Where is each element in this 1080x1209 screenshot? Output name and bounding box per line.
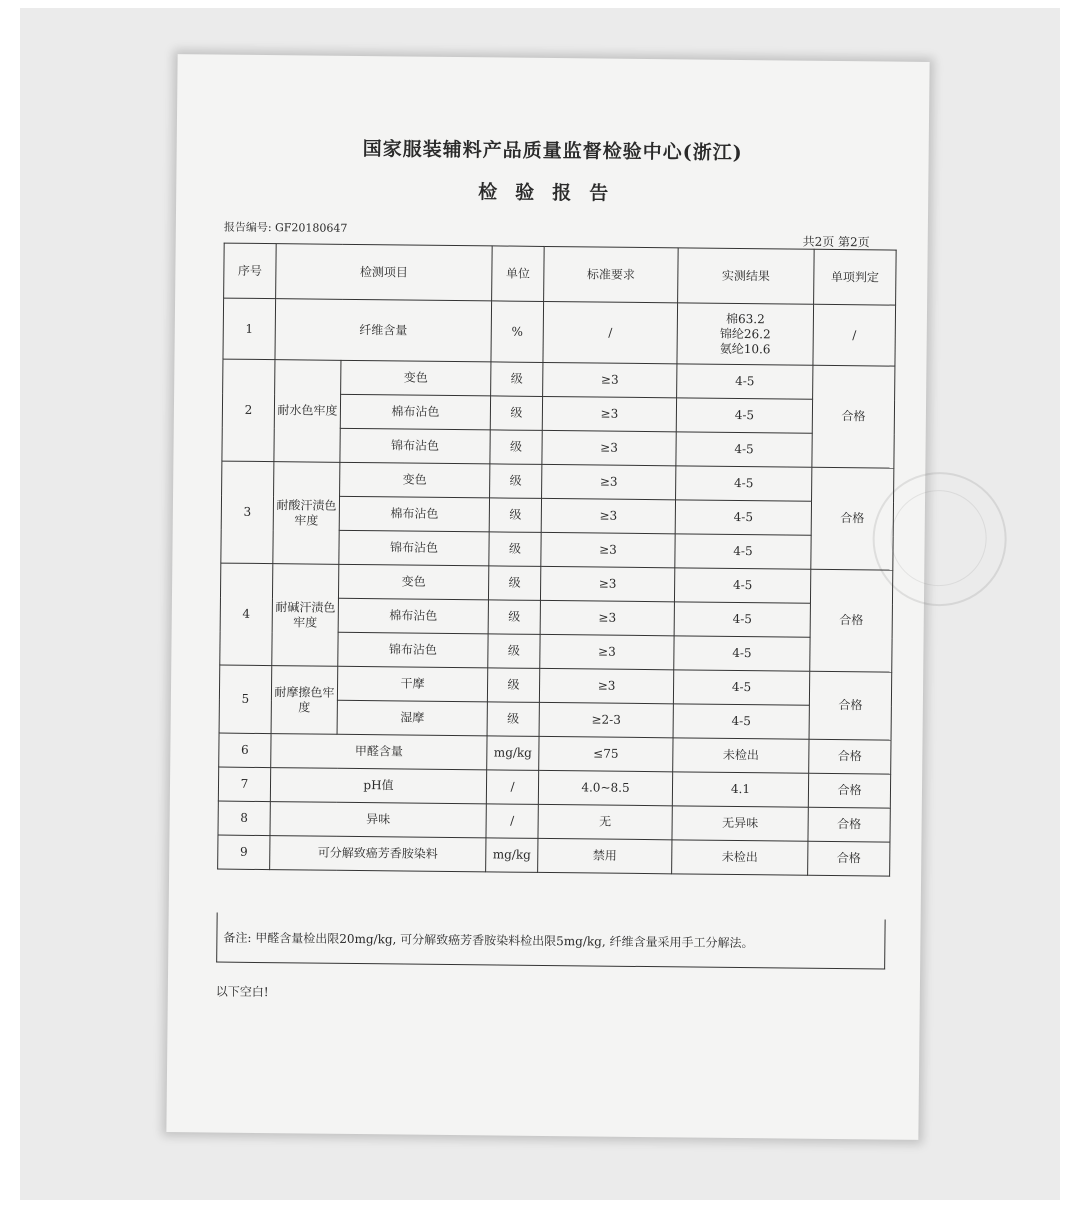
- header-standard: 标准要求: [544, 246, 679, 302]
- row-standard: ≥3: [543, 362, 677, 397]
- row-item: 耐摩擦色牢度: [271, 666, 338, 735]
- row-standard: ≥3: [540, 634, 674, 669]
- row-result: 4-5: [676, 466, 812, 501]
- row-standard: 4.0~8.5: [538, 770, 672, 805]
- row-unit: 级: [488, 566, 540, 601]
- row-unit: mg/kg: [486, 838, 538, 873]
- row-item: 异味: [270, 802, 486, 838]
- row-result: 4-5: [673, 704, 809, 739]
- row-seq: 8: [218, 801, 270, 836]
- row-item: 耐酸汗渍色牢度: [273, 462, 340, 565]
- row-standard: ≥3: [542, 464, 676, 499]
- row-verdict: 合格: [811, 467, 894, 570]
- row-verdict: 合格: [809, 671, 892, 740]
- row-subitem: 湿摩: [337, 700, 487, 736]
- row-standard: ≥2-3: [539, 702, 673, 737]
- row-unit: 级: [490, 396, 542, 431]
- row-subitem: 锦布沾色: [340, 428, 490, 464]
- row-standard: 无: [538, 804, 672, 839]
- row-unit: 级: [488, 634, 540, 669]
- row-result: 4-5: [676, 398, 812, 433]
- row-item: 纤维含量: [275, 299, 492, 362]
- table-row: [223, 298, 896, 366]
- header-seq: 序号: [224, 243, 277, 299]
- row-result: 未检出: [673, 738, 809, 773]
- row-verdict: 合格: [808, 841, 890, 876]
- row-unit: /: [486, 804, 538, 839]
- row-standard: ≤75: [539, 736, 673, 771]
- row-item: pH值: [270, 768, 486, 804]
- row-result: 4-5: [677, 364, 813, 399]
- row-result: 4-5: [675, 534, 811, 569]
- row-result: 4-5: [676, 432, 812, 467]
- row-seq: 3: [221, 461, 274, 564]
- row-unit: %: [491, 301, 544, 363]
- row-subitem: 棉布沾色: [338, 598, 488, 634]
- row-verdict: 合格: [809, 739, 891, 774]
- header-result: 实测结果: [678, 248, 815, 304]
- remark: 备注: 甲醛含量检出限20mg/kg, 可分解致癌芳香胺染料检出限5mg/kg, 纤维含量采用手工分解法。: [216, 913, 885, 970]
- blank-note: 以下空白!: [215, 984, 269, 1000]
- table-row: [223, 359, 895, 400]
- row-verdict: 合格: [810, 569, 893, 672]
- row-result: 4-5: [674, 602, 810, 637]
- row-item: 可分解致癌芳香胺染料: [270, 836, 486, 872]
- row-verdict: 合格: [812, 365, 895, 468]
- row-standard: /: [543, 301, 678, 363]
- row-verdict: 合格: [808, 807, 890, 842]
- row-item: 耐水色牢度: [274, 360, 341, 463]
- row-standard: ≥3: [541, 532, 675, 567]
- row-unit: mg/kg: [487, 736, 539, 771]
- row-verdict: 合格: [808, 773, 890, 808]
- row-unit: 级: [488, 600, 540, 635]
- row-result: 4.1: [672, 772, 808, 807]
- row-seq: 1: [223, 298, 276, 360]
- row-subitem: 干摩: [337, 666, 487, 702]
- row-subitem: 变色: [341, 360, 491, 396]
- row-unit: 级: [490, 464, 542, 499]
- row-standard: ≥3: [540, 600, 674, 635]
- row-unit: /: [486, 770, 538, 805]
- row-seq: 2: [222, 359, 275, 462]
- row-item: 耐碱汗渍色牢度: [272, 564, 339, 667]
- row-result: [677, 303, 814, 365]
- row-subitem: 变色: [338, 564, 488, 600]
- row-unit: 级: [490, 430, 542, 465]
- result-line: 锦纶26.2: [719, 326, 771, 341]
- row-result: 未检出: [672, 840, 808, 875]
- row-seq: 5: [219, 665, 272, 734]
- row-seq: 4: [220, 563, 273, 666]
- table-row: [222, 461, 894, 502]
- row-result: 4-5: [674, 636, 810, 671]
- row-result: 4-5: [674, 568, 810, 603]
- page-count: 共2页 第2页: [802, 234, 870, 250]
- row-result: 无异味: [672, 806, 808, 841]
- row-standard: ≥3: [542, 396, 676, 431]
- row-item: 甲醛含量: [271, 734, 487, 770]
- report-title: 国家服装辅料产品质量监督检验中心(浙江): [362, 138, 743, 165]
- row-result: 4-5: [675, 500, 811, 535]
- results-table: [217, 243, 897, 877]
- row-standard: ≥3: [541, 498, 675, 533]
- report-number: 报告编号: GF20180647: [223, 220, 348, 235]
- row-subitem: 棉布沾色: [340, 394, 490, 430]
- row-subitem: 锦布沾色: [339, 530, 489, 566]
- header-unit: 单位: [492, 246, 545, 302]
- result-line: 棉63.2: [725, 311, 765, 326]
- row-subitem: 锦布沾色: [338, 632, 488, 668]
- row-standard: 禁用: [538, 838, 672, 873]
- row-seq: 6: [219, 733, 271, 768]
- table-row: [219, 665, 891, 706]
- table-row: [218, 835, 890, 876]
- header-item: 检测项目: [276, 244, 493, 301]
- row-seq: 9: [218, 835, 270, 870]
- row-unit: 级: [491, 362, 543, 397]
- table-row: [220, 563, 892, 604]
- header-verdict: 单项判定: [814, 249, 897, 305]
- header-row: [224, 243, 897, 305]
- row-standard: ≥3: [542, 430, 676, 465]
- row-unit: 级: [487, 668, 539, 703]
- row-seq: 7: [218, 767, 270, 802]
- report-sheet: [166, 54, 929, 1140]
- row-standard: ≥3: [540, 566, 674, 601]
- row-unit: 级: [487, 702, 539, 737]
- row-subitem: 棉布沾色: [339, 496, 489, 532]
- row-standard: ≥3: [539, 668, 673, 703]
- row-verdict: /: [813, 304, 896, 366]
- row-result: 4-5: [673, 670, 809, 705]
- report-subtitle: 检验报告: [478, 181, 627, 205]
- row-subitem: 变色: [340, 462, 490, 498]
- row-unit: 级: [489, 532, 541, 567]
- result-line: 氨纶10.6: [719, 341, 771, 356]
- row-unit: 级: [489, 498, 541, 533]
